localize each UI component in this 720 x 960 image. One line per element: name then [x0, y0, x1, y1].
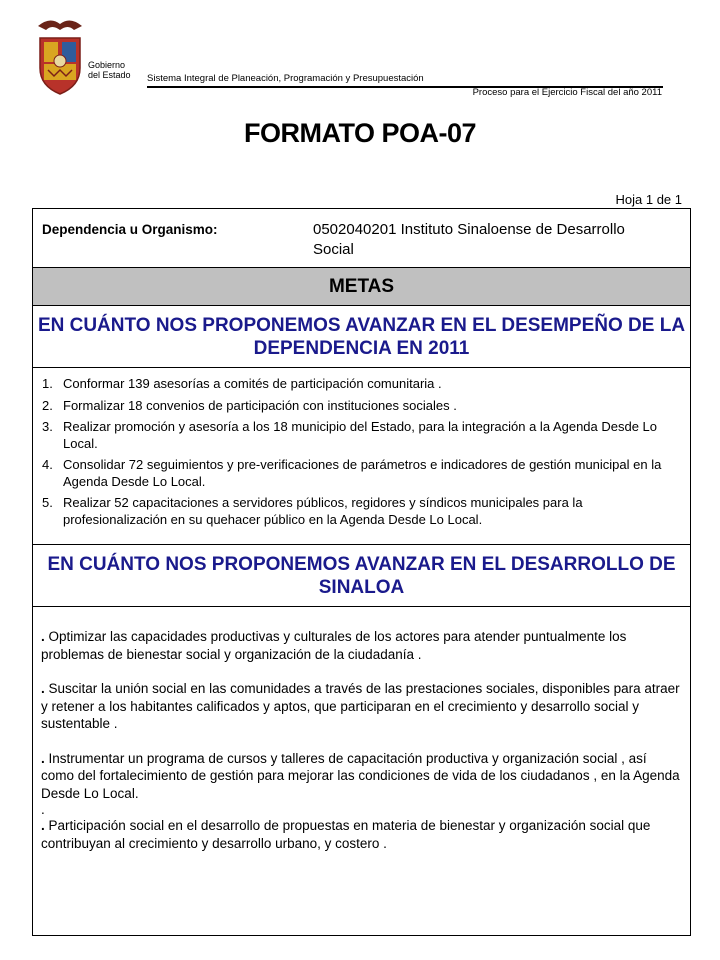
form-frame	[32, 208, 691, 936]
page-header	[0, 0, 720, 110]
dependencia-label: Dependencia u Organismo:	[42, 222, 218, 237]
page-counter: Hoja 1 de 1	[615, 192, 682, 207]
page-title: FORMATO POA-07	[243, 118, 477, 148]
goals-list	[42, 376, 690, 528]
list-item: 1. Conformar 139 asesorías a comités de participación comunitaria .	[42, 376, 442, 391]
dependencia-value: 0502040201 Instituto Sinaloense de Desarrollo Social	[313, 221, 625, 258]
dependencia-row	[33, 209, 690, 268]
paragraph: . Optimizar las capacidades productivas y culturales de los actores para atender puntualmente los problemas de bienestar social y organización de la ciudadanía .	[41, 629, 627, 662]
paragraph: . Instrumentar un programa de cursos y talleres de capacitación productiva y organización social , así como del fortalecimiento de gestión para mejorar las condiciones de vida de los ciudadanos , en la Agenda Desde Lo Local.	[41, 750, 680, 801]
system-name: Sistema Integral de Planeación, Programación y Presupuestación	[147, 73, 424, 84]
separator-dot: .	[41, 802, 45, 817]
list-item: 2. Formalizar 18 convenios de participación con instituciones sociales .	[42, 397, 457, 413]
section2-heading: EN CUÁNTO NOS PROPONEMOS AVANZAR EN EL DESARROLLO DE SINALOA	[33, 545, 690, 607]
section1-list-cell	[33, 368, 690, 545]
metas-header: METAS	[33, 268, 690, 306]
section1-heading: EN CUÁNTO NOS PROPONEMOS AVANZAR EN EL DESEMPEÑO DE LA DEPENDENCIA EN 2011	[33, 306, 690, 368]
state-seal-icon	[34, 16, 86, 96]
list-item: 3. Realizar promoción y asesoría a los 18 municipio del Estado, para la integración a la Agenda Desde Lo Local.	[42, 419, 658, 451]
list-item: 4. Consolidar 72 seguimientos y pre-verificaciones de parámetros e indicadores de gestión municipal en la Agenda Desde Lo Local.	[42, 457, 662, 489]
paragraph: . Participación social en el desarrollo de propuestas en materia de bienestar y organización social que contribuyan al crecimiento y desarrollo urbano, y costero .	[41, 818, 651, 851]
paragraph: . Suscitar la unión social en las comunidades a través de las prestaciones sociales, disponibles para atraer y retener a los habitantes calificados y aptos, que participaran en el crecimiento y desarrollo social y sustentable .	[41, 681, 680, 731]
section2-paragraphs-cell	[33, 607, 690, 935]
list-item: 5. Realizar 52 capacitaciones a servidores públicos, regidores y síndicos municipales para la profesionalización en su quehacer público en la Agenda Desde Lo Local.	[42, 495, 583, 527]
government-label: Gobierno del Estado	[88, 60, 131, 80]
process-text: Proceso para el Ejercicio Fiscal del año 2011	[472, 87, 662, 98]
